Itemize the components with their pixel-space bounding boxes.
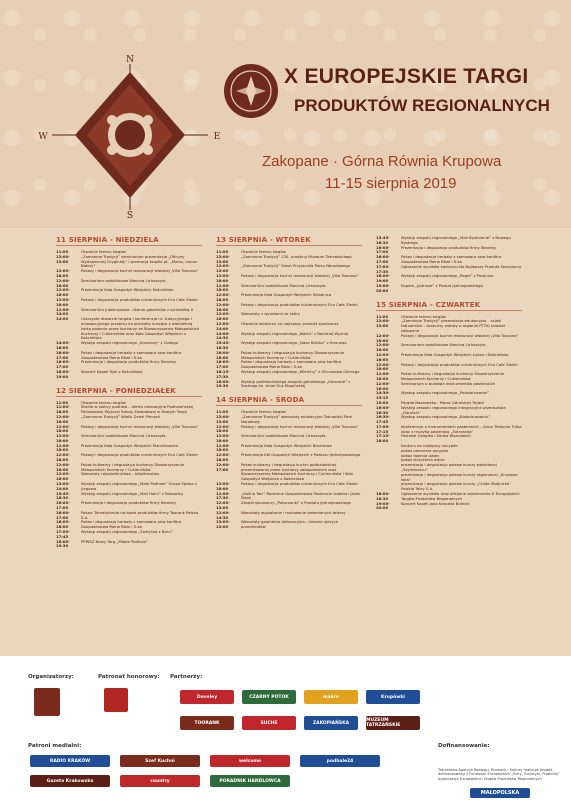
media-logo: RADIO KRAKÓW (30, 755, 110, 767)
event-description: Pokazy i degustacja produktów cukierniczych Eco Cafe Zieleń (81, 452, 198, 458)
event-description: Pokaz i degustacja herbaty z samowara oraz konfitur Gospodarstwa Rolne Róże i S-ka (81, 519, 182, 530)
event-time: 12:00-18:00 (56, 287, 70, 298)
event-time: 18:00-19:30 (216, 378, 230, 389)
funding-logo: MAŁOPOLSKA (470, 788, 530, 798)
event-description: Otwarcie terenu targów (81, 249, 126, 254)
compass-emblem (30, 50, 230, 220)
event-description: Występ zespołu regionalnego „Zwhylina z Boru” (81, 529, 173, 535)
event-time: 12:00-17:30 (216, 490, 230, 501)
event-description: Seminarium rozbiórkowe Marcina Lichoszyta (241, 282, 326, 288)
schedule-row (56, 370, 202, 380)
event-description: Występ zespołu regionalnego „Mali Bystrzanie” z Nowego Bystrego (401, 235, 511, 245)
event-time: 15:00 (376, 399, 389, 405)
event-description: Pokazy i degustacja produktów cukierniczych Eco Cafe Zieleń (81, 296, 198, 302)
event-time: 14:30-15:15 (376, 390, 390, 401)
media-logo: podhale24 (300, 755, 380, 767)
event-time: 16:00-17:00 (56, 349, 70, 360)
event-time: 17:00-17:30 (376, 263, 390, 274)
event-time: 19:00-20:00 (376, 282, 390, 293)
event-time: 18:00-18:30 (376, 491, 390, 501)
event-description: Występ zespołu regionalnego „Mali Holni” z Bukowiny (81, 490, 184, 496)
schedule-row (56, 540, 202, 550)
schedule-row (376, 502, 522, 512)
event-place: Zakopane · Górna Równia Krupowa (262, 153, 502, 170)
media-logo: Szef Kuchni (120, 755, 200, 767)
event-time: 12:00-18:00 (56, 452, 70, 463)
event-description: pokaz pieczenia oscypka (401, 447, 449, 453)
day-heading: 14 SIERPNIA - ŚRODA (216, 396, 362, 406)
event-description: Ogłoszenie wyników oraz oficjalne zakończenie X Europejskich Targów Produktów Regionalnych (401, 491, 520, 501)
media-logo: welcome (210, 755, 290, 767)
event-time: 15:45-16:30 (216, 340, 230, 350)
partner-logo: ZAKOPIAŃSKA (304, 716, 358, 730)
event-description: Pokaz i degustacja herbaty z samowara oraz konfitur Gospodarstwa Rolne Róże i S-ka (81, 349, 182, 360)
title-line-2: PRODUKTÓW REGIONALNYCH (294, 96, 550, 115)
event-description: prezentacja i degustacja potraw kurczy „Chata Zbójnicka” Polskie Tatry S.A. (401, 481, 512, 492)
event-description: Kapela „Jędrusie” z Powiat Jędrzejowskiego (401, 282, 483, 288)
partner-logo: TOORANK (180, 716, 234, 730)
event-time: 12:00-14:00 (216, 320, 230, 331)
event-description: Seminarium rozbiórkowe Marcina Lichoszyta (401, 342, 486, 348)
event-description: pokaz dojenia owiec (401, 452, 440, 458)
event-description: Otwarcie terenu targów (241, 409, 286, 415)
event-description: prezentacja i degustacja potraw kurczy regionalnej „Krupowa łoka” (401, 471, 518, 482)
event-time: 12:00-18:00 (376, 351, 390, 362)
event-description: Uroczyste otwarcie targów i konferencja nt. tradycyjnego i innowacyjnego przepisu na produkty kuszące z wieloletnią kartą podania przez kucharzy ze Stowarzyszenia Małopolskich Kucharzy i Cukierników oraz Koło Gospodyń Wiejskich z Kościeliska (81, 316, 200, 341)
event-time: 15:45-16:30 (376, 235, 390, 245)
compass-w: W (38, 132, 48, 142)
event-description: Występ zespołu regionalnego „Biołodruszania” (401, 414, 490, 420)
event-description: Seminarium rozbiórkowe Marcina Lichoszyta (81, 433, 166, 439)
organizers-label: Organizatorzy: (28, 674, 74, 680)
event-time: 12:00-18:00 (216, 311, 230, 322)
event-time: 12:00-14:00 (56, 306, 70, 317)
patron-logo (104, 688, 128, 712)
program-column-2 (216, 236, 362, 530)
event-description: „Zamrzone Tradycji” Wielki Dzień Pieczeń (81, 413, 161, 419)
event-time: 12:00-13:00 (216, 253, 230, 264)
event-time: 15:45-16:30 (56, 490, 70, 501)
event-time: 12:00-18:00 (376, 361, 390, 372)
media-logo: PORADNIK HANDLOWCA (210, 775, 290, 787)
event-time: 17:15-18:00 (376, 433, 390, 444)
schedule-row (56, 255, 202, 269)
event-time: 16:00-18:00 (56, 519, 70, 530)
event-description: Prezentacja i degustacja produktów firmy Beveley (401, 244, 497, 250)
event-description: Pokaz kulinarny i degustacja kucharzy Stowarzyszenia Małopolskich Kucharzy i Cukierników (241, 349, 344, 360)
event-time: 12:00-18:00 (56, 277, 70, 288)
patrons-label: Patronat honorowy: (98, 674, 160, 680)
media-logo: Gazeta Krakowska (30, 775, 110, 787)
event-description: Prezentacja Koła Gospodyń Wiejskich Marcinkowice (81, 442, 179, 448)
event-time: 11:00-18:00 (56, 404, 70, 415)
fair-logo-icon (222, 62, 280, 120)
event-description: „Dolina Tatr” Rodzinne Gospodarstwo Pasieczne Izabela i Jacek Sikoś (241, 490, 361, 501)
schedule-row (216, 520, 362, 530)
event-description: Zespół śpiewaczy „Potoczanki” z Powiatu Jędrzejowskiego (241, 500, 351, 506)
day-heading: 15 SIERPNIA - CZWARTEK (376, 301, 522, 311)
partner-logo: makro (304, 690, 358, 704)
event-description: Występ zespołu regionalnego integracyjne przedszkole „Górolicki” (401, 404, 506, 415)
event-time: 12:00-18:00 (56, 442, 70, 453)
event-time: 13:00-14:00 (56, 481, 70, 491)
partner-logo: Develey (180, 690, 234, 704)
event-time: 12:00-18:00 (376, 342, 390, 353)
event-description: Pokazy i degustacja produktów cukierniczych Eco Cafe Zieleń (241, 481, 358, 487)
funding-label: Dofinansowanie: (438, 743, 490, 749)
event-time: 16:00-17:00 (376, 254, 390, 264)
event-description: „Zamrzone Tradycji” Dzień Przyjaciela Parku Narodowego (241, 263, 351, 269)
event-description: Seminarium rozbiórkowe Marcina Lichoszyta (241, 433, 326, 439)
event-time: 12:00-18:00 (56, 461, 70, 472)
event-description: Występ zespołu regionalnego „Regle” z Poronina (401, 273, 494, 279)
compass-n: N (126, 55, 134, 65)
event-description: Pokazy i degustacja produktów cukierniczych Eco Cafe Zieleń (401, 361, 518, 367)
event-time: 12:00-13:00 (216, 413, 230, 424)
event-time: 12:00-18:00 (376, 380, 390, 391)
event-time: 11:00 (216, 249, 229, 254)
event-time: 12:00-18:00 (216, 292, 230, 302)
event-description: Koncert Kapeli Ryki z Kościeliska (81, 368, 143, 374)
event-description: Pokaz: Tematyfornia na bazie produktów firmy Toorank Polska S.A. (81, 509, 198, 520)
event-description: Występ zespołu regionalnego „Podziańczanie” (401, 390, 489, 396)
event-description: pokaz strzyżenia owiec (401, 457, 445, 463)
day-heading: 13 SIERPNIA - WTOREK (216, 236, 362, 246)
event-time: 12:00-14:30 (216, 509, 230, 520)
event-description: Pokazy i degustacja kuchni restauracji włoskiej „Villa Toscana” (241, 272, 359, 278)
event-description: Prezentacja Koła Gospodyń Wiejskich Kościelisko (81, 287, 174, 293)
schedule-row (56, 317, 202, 341)
event-description: „Zamrzone Tradycji” 130. urodziny Muzeum Tatrzańskiego (241, 253, 352, 259)
event-time: 12:00-18:00 (216, 423, 230, 434)
event-time: 12:00-13:00 (216, 263, 230, 274)
event-description: Pokazy i degustacja produktów cukierniczych Eco Cafe Zieleń (241, 301, 358, 307)
funding-note: Tatrzańska Agencja Rozwoju, Promocji i Kultury realizuje projekt dofinansowany z Funduszu Europejskich „Tatry, Turystyki, Produkty” organizacja Europejskich Targów Produktów Regionalnych (438, 768, 560, 781)
event-description: „Zamrzone Tradycji” seminarium prezentacja „Oficyny Wydawniczej Oryginały” i promocja książki pt. „Marsz, marsz Batory” (81, 253, 197, 269)
title-line-1: X EUROPEJSKIE TARGI (284, 65, 529, 88)
event-description: Pokazy i degustacja kuchni restauracji włoskiej „Villa Toscana” (81, 268, 199, 274)
event-time: 11:00 (56, 249, 69, 254)
event-time: 12:00-18:00 (216, 481, 230, 491)
event-time: 18:00-19:00 (56, 368, 70, 379)
event-time: 12:00-18:00 (56, 433, 70, 443)
event-description: Prezentacja Koła Gospodyń Wiejskich Łubno i Kościelisko (401, 351, 509, 357)
event-description: Prezentacja Kół Gospodyń Wiejskich z Powiatu Jędrzejowskiego (241, 452, 361, 458)
event-time: 19:00-20:00 (376, 500, 390, 511)
event-description: Pokaz i degustacja herbaty z samowara oraz konfitur Gospodarstwa Rolne Róże i S-ka (241, 359, 342, 370)
event-time: 18:00-19:30 (56, 538, 70, 549)
event-description: Prezentacja Koła Gospodyń Wiejskich Baranowe (241, 442, 332, 448)
event-time: 12:00-13:00 (216, 500, 230, 511)
event-time: 11:00 (56, 399, 69, 405)
event-description: Występ podhalańskiego zespołu góralskiego „Harnasie” z Sachego im. Aniel Gut-Stapińskiej (241, 378, 351, 389)
event-description: „Zamrzone Tradycji” warsztaty edukacyjne Tatrzański Park Narodowy (241, 413, 353, 424)
media-logo: country (120, 775, 200, 787)
event-description: Otwarcie terenu targów (81, 399, 126, 405)
event-time: 12:00-13:00 (56, 253, 70, 264)
partner-logo: Krupówki (366, 690, 420, 704)
event-description: Występ zespołu regionalnego „Watra” z Bańskiej Wyżnej (241, 330, 349, 336)
event-description: Konferencja o instrumentach pasterskich – Anna Trebunia Tutka wraz z muzyką pasterską „Zatrzanka” (401, 423, 522, 434)
event-dates: 11-15 sierpnia 2019 (325, 175, 457, 192)
event-time: 14:00-16:00 (56, 340, 70, 350)
event-description: prezentacja i degustacja potraw kurczy wdzielanej „Szymkonicu” (401, 462, 497, 473)
event-time: 16:00-17:00 (216, 359, 230, 370)
event-description: Występ zespołu regionalnego „Nasa Skórka” z Knurowa (241, 340, 347, 346)
event-time: 12:00-18:00 (376, 371, 390, 381)
event-time: 12:00-18:00 (56, 471, 70, 482)
event-time: 11:00 (216, 409, 229, 415)
event-time (376, 463, 401, 473)
schedule-row (376, 284, 522, 294)
event-description: Prezentacja i degustacja produktów firmy Beveley (81, 500, 177, 506)
event-time: 12:00-17:00 (216, 461, 230, 472)
event-time: 12:00-18:00 (56, 423, 70, 434)
event-time: 17:00-17:45 (56, 529, 70, 539)
event-description: Prezentacja Koła Gospodyń Wiejskich Składnica (241, 292, 332, 298)
event-time: 12:00-18:00 (56, 268, 70, 278)
event-description: Seminarium jubileuszowe - tkania gobelinów z symboliką X (81, 306, 194, 312)
partner-logo: CZARNY POTOK (242, 690, 296, 704)
program-column-3 (376, 236, 522, 511)
event-description: Pokazy i degustacja kuchni restauracji włoskiej „Villa Toscana” (81, 423, 199, 429)
event-time: 16:00-16:30 (376, 404, 390, 415)
event-time: 12:00-18:00 (216, 442, 230, 453)
event-description: Festiwal Ostępka i Serów Wszelakich (401, 433, 471, 439)
compass-s: S (126, 211, 134, 220)
event-description: Warsztaty wyplatanie i malowanie drewnianych talerzy (241, 509, 346, 515)
event-time: 12:00-18:00 (376, 332, 390, 343)
event-time: 12:00-13:00 (376, 318, 390, 329)
event-description: Pokaz kulinarny i degustacja kucharzy Stowarzyszenia Małopolskich Kucharzy i Cukierników (401, 371, 504, 381)
event-description: Koncert Kapeli Jana Karpiela Bułecki (401, 500, 470, 506)
event-description: Pokazy i degustacja kuchni restauracji włoskiej „Villa Toscana” (241, 423, 359, 429)
media-label: Patroni medialni: (28, 743, 82, 749)
event-time: 16:00-18:00 (216, 349, 230, 360)
event-description: „Zamrzone Tradycji” prezentacja edukacyjna – szlaki tatrzańskie – konkursy wiedzy o regionie PTTK/ oddział zakopane (401, 318, 505, 333)
event-time: 16:00-17:00 (56, 500, 70, 511)
event-time: 16:00-17:00 (56, 509, 70, 520)
event-time: 12:00-18:00 (216, 433, 230, 443)
compass-e: E (213, 132, 221, 142)
event-time: 14:00 (56, 316, 69, 322)
event-description: Seminarium o budowie instrumentów pasterskich (401, 380, 496, 386)
event-description: Pokaz kulinarny i degustacja kucharzy Stowarzyszenia Małopolskich Kucharzy i Cukierników (81, 461, 184, 472)
event-description: konkurs na najlepszy oscypek (401, 443, 458, 449)
event-time: 17:00-17:15 (376, 423, 390, 434)
event-description: Pokaz kulinarny i degustacja kuchni podhalańskiej prezentowanej przez kucharzy zabopiańskich oraz Stowarzyszenia Małopolskich Kucharzy i Cukierników i Koło Gospodyń Wiejskich z Kościeliska (241, 461, 353, 482)
day-gap (376, 294, 522, 301)
event-time: 12:00-18:00 (216, 272, 230, 283)
event-time: 12:00-18:00 (216, 282, 230, 293)
event-time: 16:30-17:45 (376, 414, 390, 425)
event-description: Ogłoszenie wyników konkursu Na Najlepszy Produkt Spożywczy (401, 263, 522, 269)
event-time: 12:00-18:00 (216, 301, 230, 312)
schedule-row (216, 380, 362, 390)
event-description: Warsztaty rękodzielnictwa – bibułkarstwo (81, 471, 160, 477)
event-time: 16:15-17:30 (216, 368, 230, 379)
event-description: Otwarcie konkursu na najlepszy produkt spożywczy (241, 320, 339, 326)
event-description: Parada Baszowska - Pokaz Góralskiej Trojezi (401, 399, 485, 405)
event-time: 11:00 (376, 313, 389, 319)
event-time: 16:00-17:00 (376, 244, 390, 255)
event-description: Pokazy i degustacja kuchni restauracji włoskiej „Villa Toscana” (401, 332, 519, 338)
event-description: Występ zespołu regionalnego „Małe Podhale” Grupa Spiska z Jurgowa (81, 481, 197, 491)
organizer-logo (34, 688, 60, 716)
event-description: Pokaz i degustacja herbaty z samowara oraz konfitur Gospodarstwa Rolne Róże i S-ka (401, 254, 502, 264)
event-time: 18:00-19:00 (376, 273, 390, 284)
schedule-row (376, 319, 522, 333)
event-description: Seminarium rozbiórkowe Marcina Lichoszyta (81, 277, 166, 283)
event-description: Warsztaty galanteria dekoracyjna - historie starych przedmiotów (241, 519, 339, 530)
partner-logo: MUZEUM TATRZAŃSKIE (366, 716, 420, 730)
event-time: 12:00-18:00 (56, 296, 70, 307)
event-time: 14:00-14:30 (216, 330, 230, 341)
partners-label: Partnerzy: (170, 674, 203, 680)
day-heading: 11 SIERPNIA - NIEDZIELA (56, 236, 202, 246)
day-gap (56, 380, 202, 387)
event-time: 16:00-17:00 (56, 359, 70, 370)
day-heading: 12 SIERPNIA - PONIEDZIAŁEK (56, 387, 202, 397)
event-time: 12:00-18:00 (216, 452, 230, 463)
event-time: 13:00-15:00 (216, 519, 230, 530)
event-description: PPWSZ Nowy Targ „Młode Podhale” (81, 538, 148, 544)
partner-logo: SUCHE (242, 716, 296, 730)
event-time: 12:00-18:00 (56, 413, 70, 424)
event-description: Występ zespołu regionalnego „Wierchy” z Gliczarowa Górnego (241, 368, 360, 374)
event-description: Występ zespołu regionalnego „Krzesany” z Ciebiga (81, 340, 178, 346)
program-column-1 (56, 236, 202, 549)
event-time (376, 473, 401, 483)
schedule-row (216, 463, 362, 482)
event-description: Prezentacja i degustacja produktów firmy Beveley (81, 359, 177, 365)
program-schedule (56, 236, 526, 654)
event-description: Studio w stolicy podhala – ofertu edukacyjna Podhalańskiej Państwowej Wyższej Szkoły Zawodowej w Nowym Targu (81, 404, 194, 415)
event-description: Otwarcie terenu targów (401, 313, 446, 319)
event-description: Warsztaty z wyrobami ze skóry (241, 311, 300, 317)
event-description: Otwarcie terenu targów (241, 249, 286, 254)
